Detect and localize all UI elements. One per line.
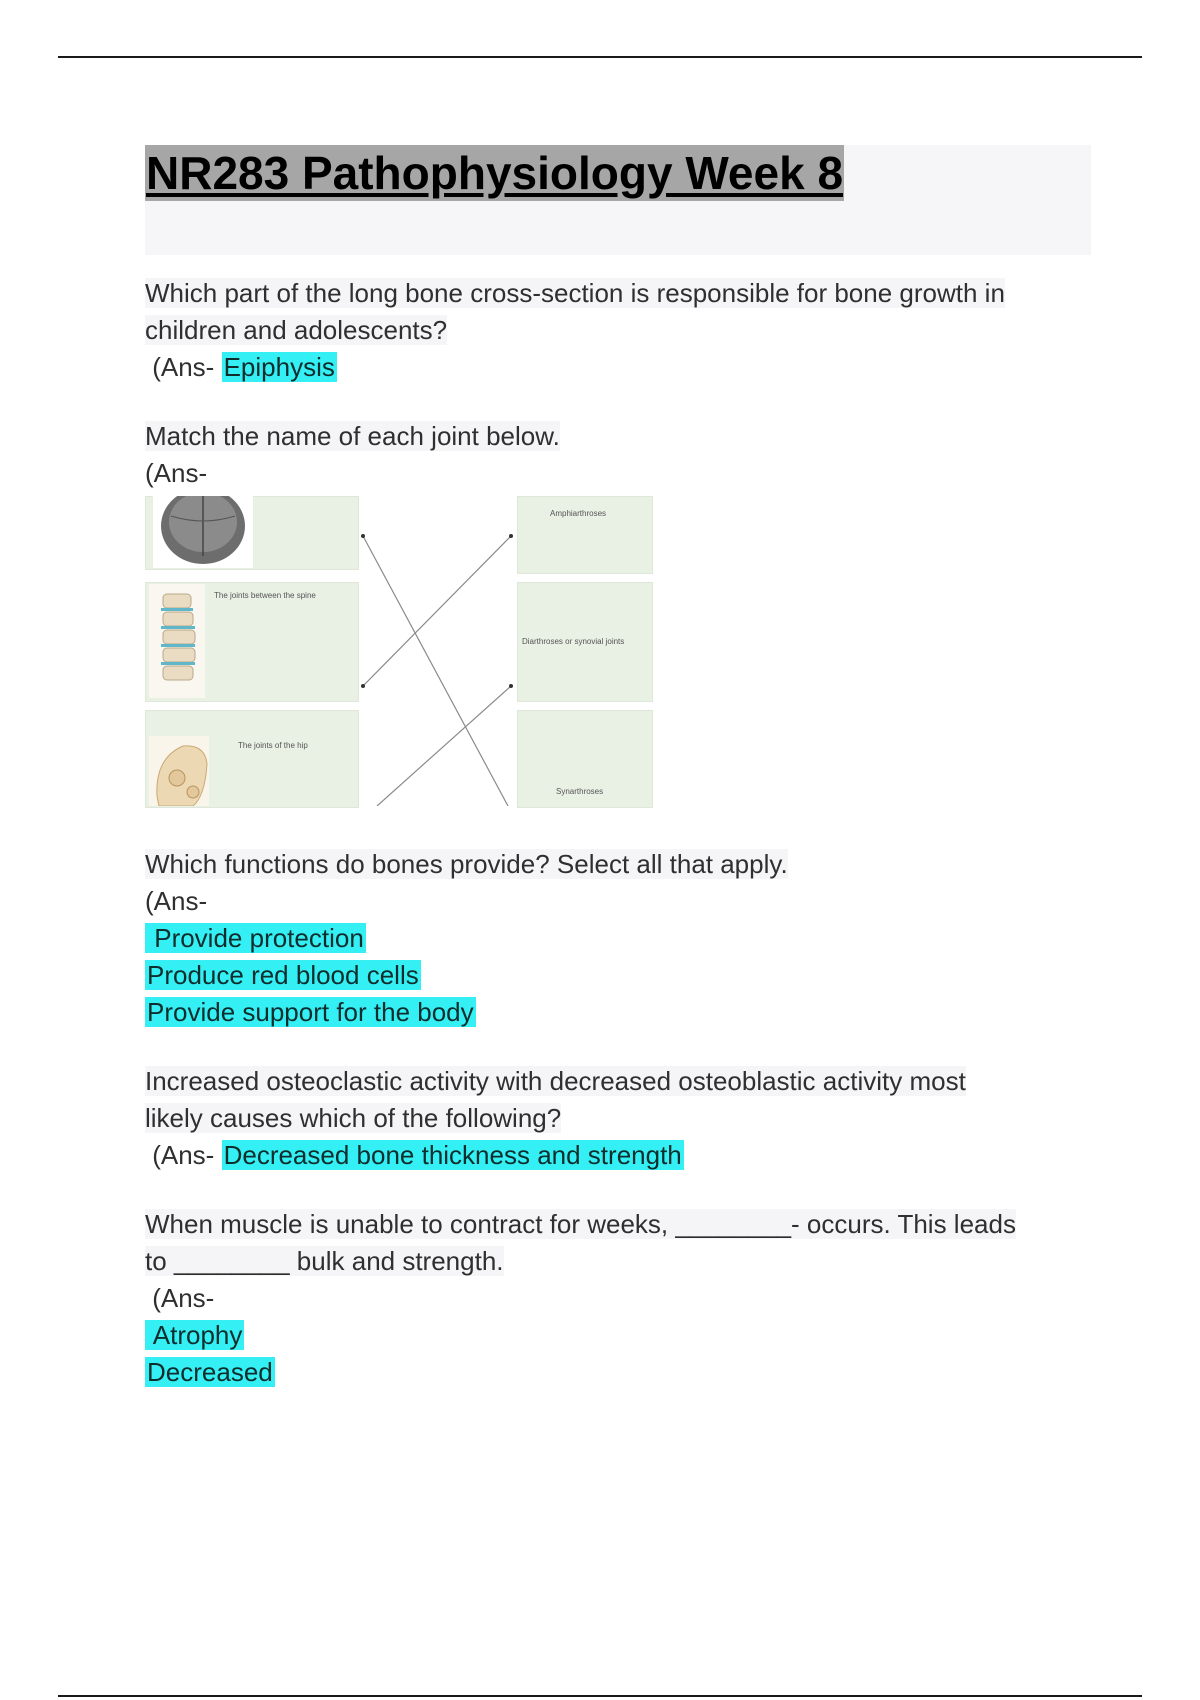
answer-prefix: (Ans- [145,886,208,916]
match-line [363,536,508,806]
right-label: Amphiarthroses [550,509,607,518]
question-text: Increased osteoclastic activity with decreased osteoblastic activity most [145,1066,966,1096]
question-3 [145,846,1095,1031]
matching-illustration [145,496,655,806]
top-rule [58,56,1142,58]
answer-highlight: Provide support for the body [147,997,474,1027]
question-5 [145,1206,1095,1391]
answer-highlight: Provide protection [147,923,364,953]
left-label: The joints of the hip [238,741,308,750]
answer-highlight: Atrophy [147,1320,243,1350]
answer-prefix: (Ans- [145,1140,222,1170]
bottom-rule [58,1695,1142,1697]
joint-matching-figure [145,496,655,806]
question-text: to ________ bulk and strength. [145,1246,504,1276]
left-label: The joints between the spine [214,591,316,600]
answer-prefix: (Ans- [145,458,208,488]
question-text: Which part of the long bone cross-section is responsible for bone growth in [145,278,1005,308]
answer-highlight: Decreased [147,1357,273,1387]
question-1 [145,275,1095,386]
question-text: When muscle is unable to contract for weeks, ________- occurs. This leads [145,1209,1016,1239]
page-title: NR283 Pathophysiology Week 8 [146,147,844,199]
hip-image [149,736,209,806]
question-2 [145,418,1095,806]
right-label: Diarthroses or synovial joints [522,637,625,646]
answer-highlight: Produce red blood cells [147,960,419,990]
answer-prefix: (Ans- [145,352,222,382]
skull-image [153,496,253,568]
match-line [377,686,511,806]
question-text: Match the name of each joint below. [145,421,560,451]
question-text: likely causes which of the following? [145,1103,562,1133]
question-text: Which functions do bones provide? Select all that apply. [145,849,788,879]
question-4 [145,1063,1095,1174]
match-line [363,536,511,686]
title-band [145,145,1091,255]
answer-prefix: (Ans- [145,1283,215,1313]
answer-highlight: Epiphysis [223,352,335,382]
right-label: Synarthroses [556,787,604,796]
answer-highlight: Decreased bone thickness and strength [223,1140,682,1170]
question-text: children and adolescents? [145,315,448,345]
spine-image [149,584,205,698]
document-body [145,145,1095,1391]
